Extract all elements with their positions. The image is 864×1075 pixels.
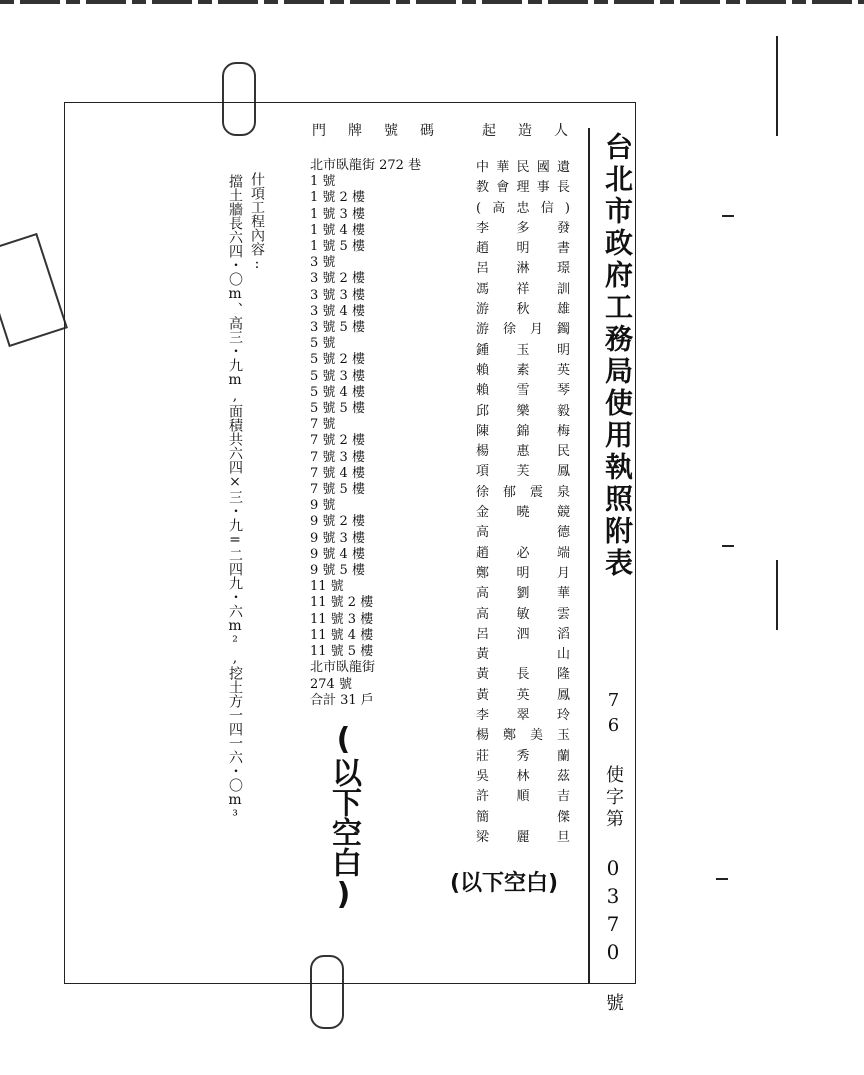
owner-entry: 楊鄭美玉 bbox=[476, 728, 570, 744]
scan-edge-mark bbox=[722, 545, 734, 547]
address-entry: 3 號 bbox=[310, 255, 336, 271]
owner-entry: 吳 林 茲 bbox=[476, 768, 570, 784]
owner-entry: 趙 明 書 bbox=[476, 241, 570, 257]
owner-entry: 高 劉 華 bbox=[476, 586, 570, 602]
owner-entry: (高忠信) bbox=[476, 200, 570, 216]
address-entry: 5 號 2 樓 bbox=[310, 352, 365, 368]
address-entry: 1 號 4 樓 bbox=[310, 222, 365, 238]
owner-entry: 馮 祥 訓 bbox=[476, 281, 570, 297]
scan-edge-mark bbox=[722, 215, 734, 217]
address-entry: 1 號 5 樓 bbox=[310, 239, 365, 255]
owner-entry: 金 曉 競 bbox=[476, 505, 570, 521]
owner-entry: 楊 惠 民 bbox=[476, 444, 570, 460]
address-entry: 7 號 bbox=[310, 417, 336, 433]
owner-list bbox=[476, 158, 570, 848]
address-entry: 7 號 3 樓 bbox=[310, 449, 365, 465]
scan-edge-mark bbox=[716, 878, 728, 880]
owner-entry: 高 敏 雲 bbox=[476, 606, 570, 622]
work-description-heading: 什項工程內容: bbox=[249, 172, 265, 272]
permit-prefix: 76 使字第 bbox=[603, 690, 624, 831]
scan-top-edge bbox=[0, 0, 864, 4]
address-entry: 9 號 bbox=[310, 498, 336, 514]
owner-entry: 鍾 玉 明 bbox=[476, 342, 570, 358]
address-entry: 北市臥龍街 272 巷 bbox=[310, 158, 422, 173]
address-entry: 5 號 4 樓 bbox=[310, 384, 365, 400]
title-divider-line bbox=[588, 128, 590, 983]
address-entry: 3 號 4 樓 bbox=[310, 303, 365, 319]
address-entry: 5 號 3 樓 bbox=[310, 368, 365, 384]
owner-entry: 鄭 明 月 bbox=[476, 565, 570, 581]
handwritten-blank-marker-bottom: (以下空白) bbox=[450, 871, 559, 896]
work-description-body: 擋土牆長六四・〇m、高三・九m,面積共六四×三・九=二四九・六m²,挖土方一四一六・〇m³ bbox=[227, 174, 243, 824]
owner-entry: 中華民國遺 bbox=[476, 160, 570, 175]
address-entry: 7 號 4 樓 bbox=[310, 465, 365, 481]
owner-entry: 游 秋 雄 bbox=[476, 302, 570, 318]
owner-entry: 趙 必 端 bbox=[476, 545, 570, 561]
permit-number-value: 0370 bbox=[601, 856, 625, 968]
owner-entry: 游徐月鐲 bbox=[476, 322, 570, 338]
side-seal-stamp bbox=[0, 233, 68, 347]
owner-entry: 莊 秀 蘭 bbox=[476, 748, 570, 764]
address-entry: 11 號 5 樓 bbox=[310, 644, 374, 660]
address-list bbox=[310, 158, 421, 709]
address-entry: 5 號 5 樓 bbox=[310, 401, 365, 417]
document-title: 台北市政府工務局使用執照附表 bbox=[601, 132, 634, 580]
address-entry: 合計 31 戶 bbox=[310, 692, 374, 708]
address-entry: 11 號 3 樓 bbox=[310, 611, 374, 627]
address-entry: 5 號 bbox=[310, 336, 336, 352]
owner-entry: 簡 傑 bbox=[476, 809, 570, 825]
address-entry: 3 號 5 樓 bbox=[310, 320, 365, 336]
address-entry: 9 號 5 樓 bbox=[310, 563, 365, 579]
owner-entry: 黃 英 鳳 bbox=[476, 687, 570, 703]
owner-entry: 賴 素 英 bbox=[476, 362, 570, 378]
owner-entry: 陳 錦 梅 bbox=[476, 423, 570, 439]
address-entry: 北市臥龍街 bbox=[310, 660, 376, 676]
address-entry: 9 號 3 樓 bbox=[310, 530, 365, 546]
owner-entry: 李 多 發 bbox=[476, 220, 570, 236]
owner-entry: 梁 麗 旦 bbox=[476, 829, 570, 845]
owner-entry: 邱 樂 毅 bbox=[476, 403, 570, 419]
address-entry: 1 號 3 樓 bbox=[310, 206, 365, 222]
owner-entry: 許 順 吉 bbox=[476, 789, 570, 805]
permit-suffix: 號 bbox=[603, 993, 624, 1015]
owner-entry: 呂 淋 璟 bbox=[476, 261, 570, 277]
permit-number bbox=[600, 690, 626, 1015]
address-entry: 7 號 5 樓 bbox=[310, 482, 365, 498]
owner-entry: 李 翠 玲 bbox=[476, 708, 570, 724]
owner-entry: 高 德 bbox=[476, 525, 570, 541]
address-entry: 11 號 bbox=[310, 579, 344, 595]
address-entry: 3 號 2 樓 bbox=[310, 271, 365, 287]
address-entry: 9 號 2 樓 bbox=[310, 514, 365, 530]
address-entry: 11 號 4 樓 bbox=[310, 627, 374, 643]
address-entry: 274 號 bbox=[310, 676, 352, 692]
address-column-header: 門牌號碼 bbox=[312, 123, 456, 139]
address-entry: 9 號 4 樓 bbox=[310, 546, 365, 562]
address-entry: 7 號 2 樓 bbox=[310, 433, 365, 449]
owner-entry: 教會理事長 bbox=[476, 180, 570, 196]
scan-edge-line bbox=[776, 560, 778, 630]
owner-entry: 黃 長 隆 bbox=[476, 667, 570, 683]
owner-column-header: 起造人 bbox=[482, 123, 590, 139]
address-entry: 3 號 3 樓 bbox=[310, 287, 365, 303]
owner-entry: 賴 雪 琴 bbox=[476, 383, 570, 399]
owner-entry: 徐郁震泉 bbox=[476, 484, 570, 500]
handwritten-blank-marker: (以下空白) bbox=[326, 722, 361, 912]
address-entry: 1 號 bbox=[310, 174, 336, 190]
owner-entry: 呂 泗 滔 bbox=[476, 626, 570, 642]
owner-entry: 黃 山 bbox=[476, 647, 570, 663]
scan-edge-line bbox=[776, 36, 778, 136]
address-entry: 11 號 2 樓 bbox=[310, 595, 374, 611]
owner-entry: 項 芙 鳳 bbox=[476, 464, 570, 480]
address-entry: 1 號 2 樓 bbox=[310, 190, 365, 206]
